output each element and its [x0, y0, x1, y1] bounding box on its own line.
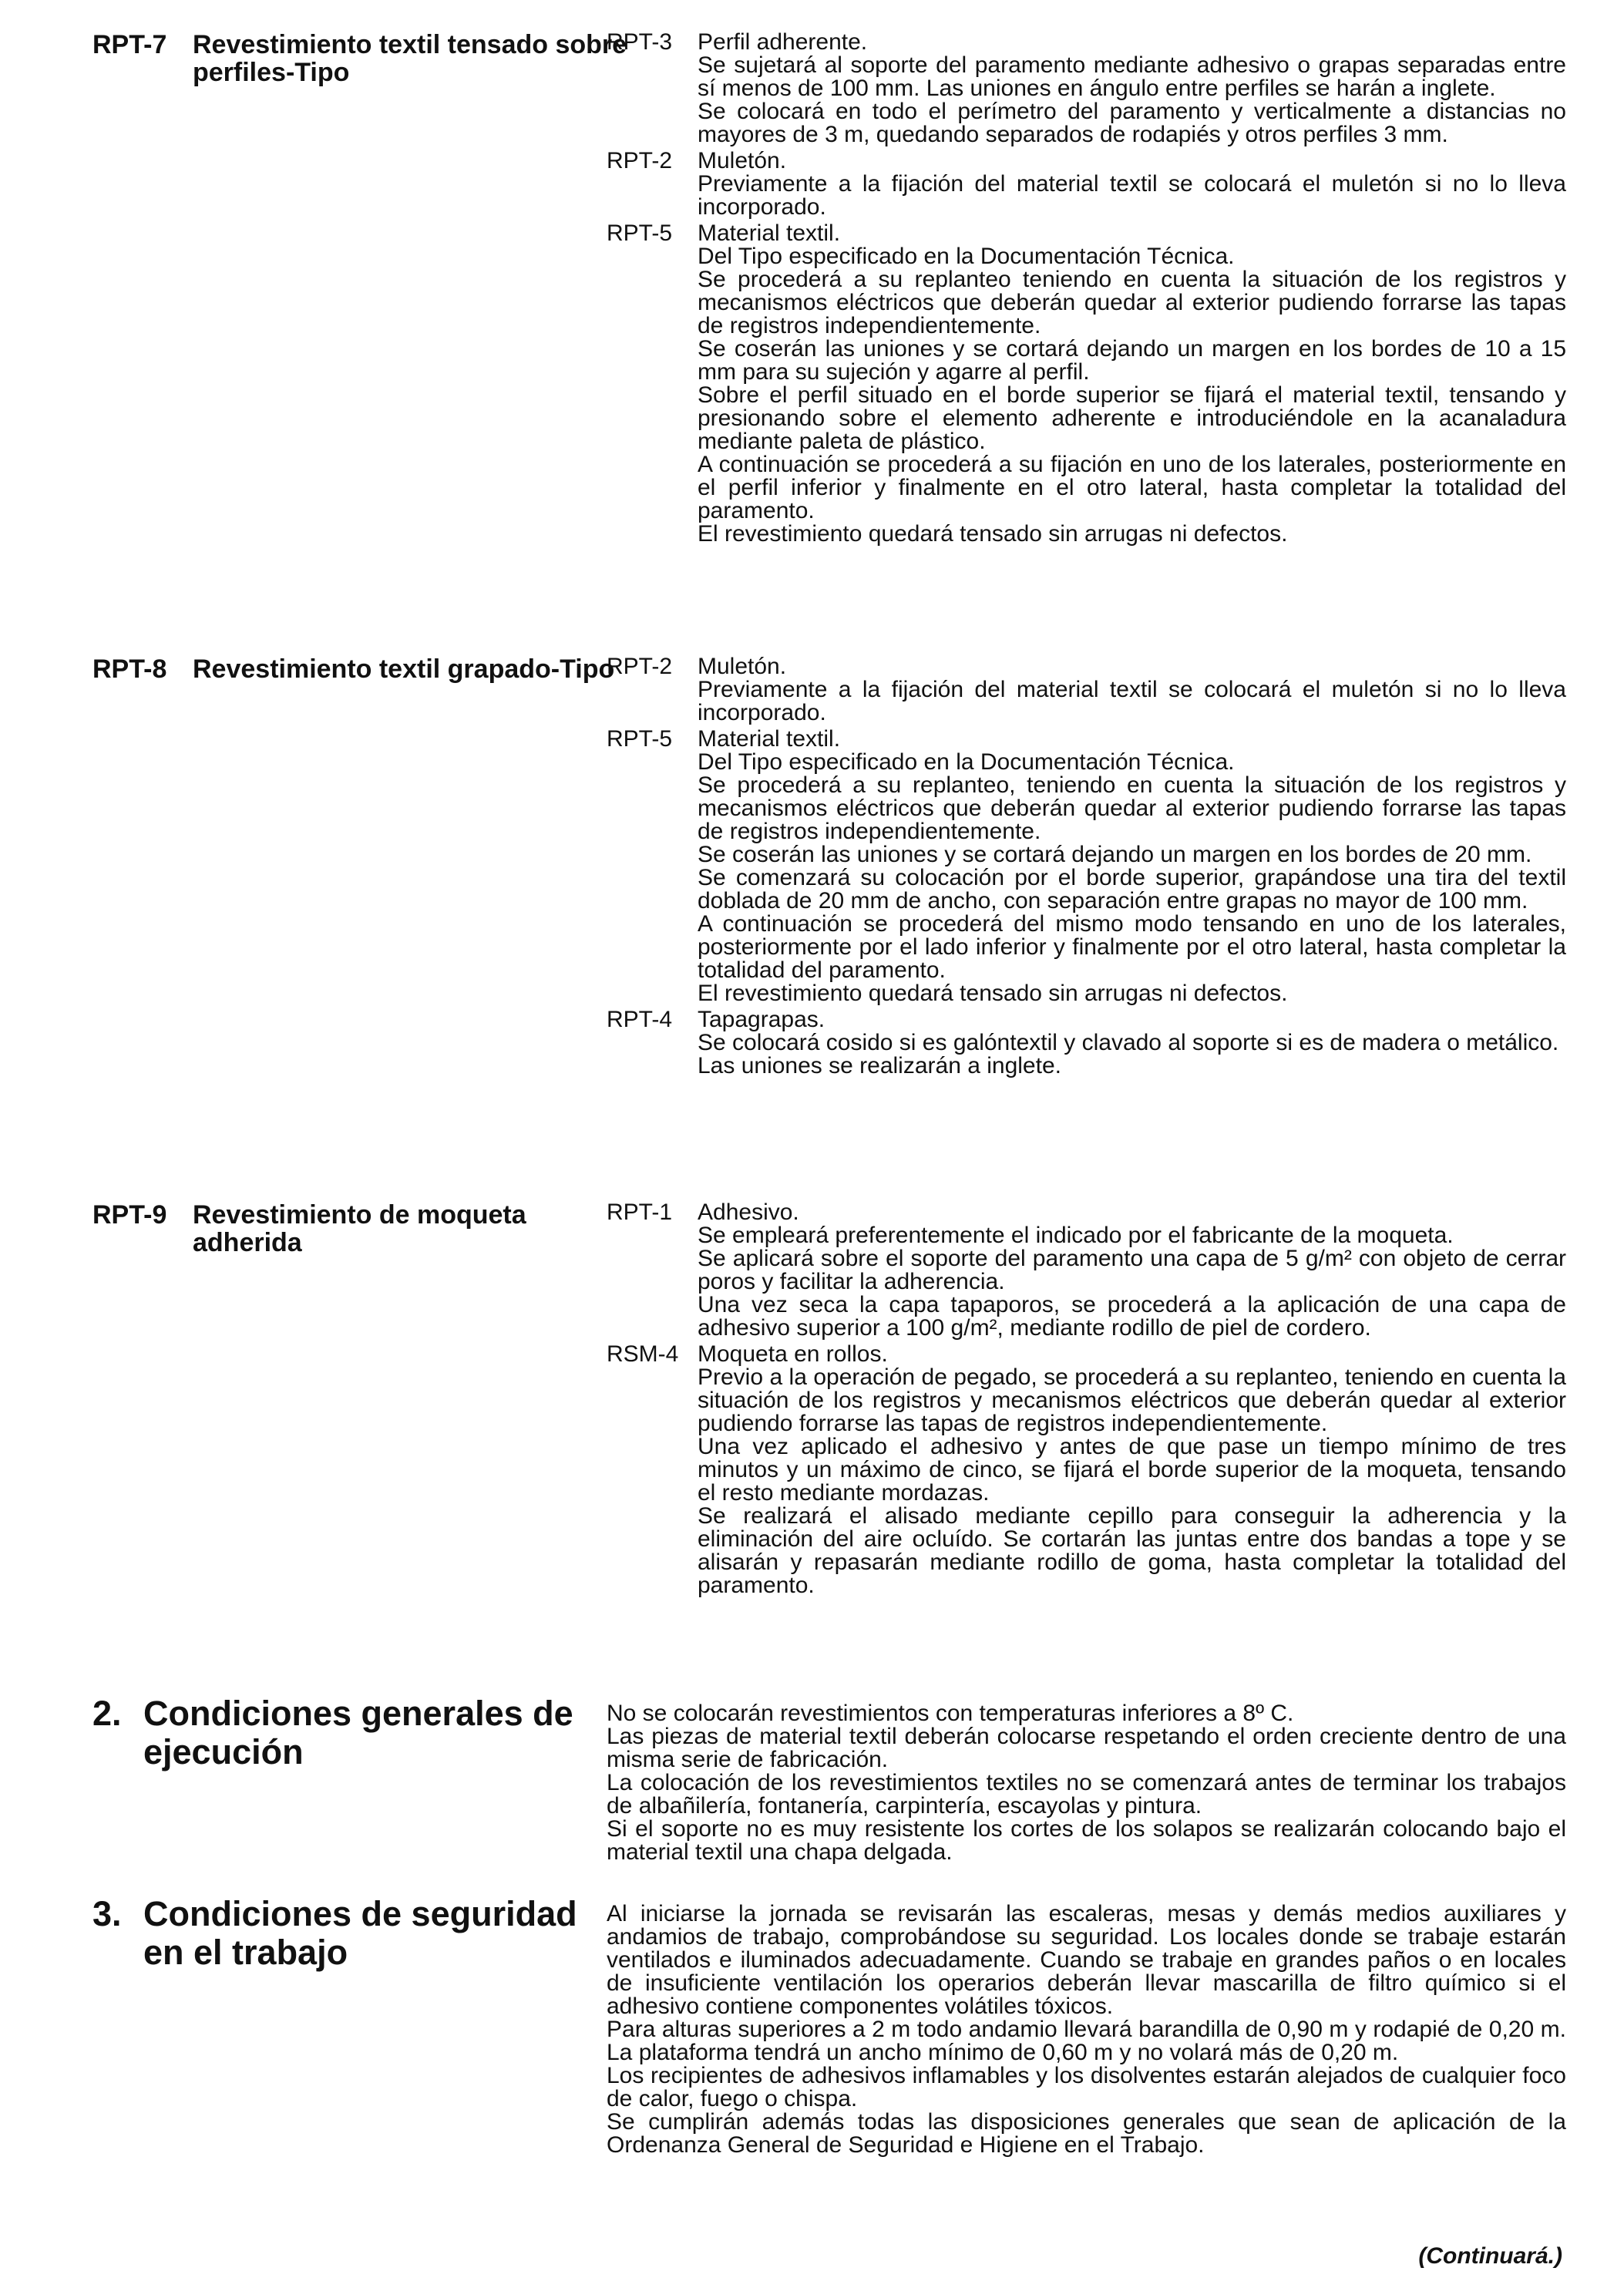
- paragraph: A continuación se procederá del mismo modo tensando en uno de los laterales, posteriormente por el lado inferior y finalmente por el otro lateral, hasta completar la totalidad del paramento.: [698, 911, 1566, 983]
- item-head: Adhesivo.: [698, 1200, 799, 1225]
- paragraph: A continuación se procederá a su fijación en uno de los laterales, posteriormente en el perfil inferior y finalmente en el otro lateral, hasta completar la totalidad del paramento.: [698, 452, 1566, 523]
- paragraph: Del Tipo especificado en la Documentación Técnica.: [698, 749, 1235, 775]
- paragraph: Se coserán las uniones y se cortará dejando un margen en los bordes de 20 mm.: [698, 842, 1532, 867]
- item-code: RPT-1: [607, 1200, 673, 1225]
- item-rpt-5: [607, 222, 1566, 546]
- paragraph: Del Tipo especificado en la Documentación Técnica.: [698, 244, 1235, 269]
- item-code: RPT-5: [607, 726, 673, 752]
- item-head: Material textil.: [698, 726, 841, 752]
- section-title: Revestimiento de moqueta adherida: [193, 1200, 526, 1257]
- paragraph: Previo a la operación de pegado, se procederá a su replanteo, teniendo en cuenta la situación de los registros y mecanismos eléctricos que deberán quedar al exterior pudiendo forrarse las tapas de registros independientemente.: [698, 1364, 1566, 1436]
- item-head: Muletón.: [698, 654, 787, 679]
- item-code: RSM-4: [607, 1341, 679, 1367]
- paragraph: Se colocará cosido si es galóntextil y clavado al soporte si es de madera o metálico.: [698, 1030, 1559, 1055]
- item-body: [698, 1366, 1566, 1597]
- item-head: Muletón.: [698, 148, 787, 173]
- section-title: Revestimiento textil tensado sobre perfiles-Tipo: [193, 30, 627, 87]
- chapter-body: [607, 1702, 1566, 1864]
- paragraph: Se comenzará su colocación por el borde superior, grapándose una tira del textil doblada de 20 mm de ancho, con separación entre grapas no mayor de 100 mm.: [698, 865, 1566, 914]
- item-head: Tapagrapas.: [698, 1007, 825, 1032]
- item-body: [698, 173, 1566, 219]
- paragraph: Al iniciarse la jornada se revisarán las escaleras, mesas y demás medios auxiliares y andamios de trabajo, comprobándose su seguridad. Los locales donde se trabaje estarán ventilados e iluminados adecuadamente. Cuando se trabaje en grandes paños o en locales de insuficiente ventilación los operarios deberán llevar mascarilla de filtro químico si el adhesivo contiene componentes volátiles tóxicos.: [607, 1901, 1566, 2019]
- section-title: Revestimiento textil grapado-Tipo: [193, 654, 615, 684]
- section-body: [607, 1201, 1566, 1600]
- item-head: Perfil adherente.: [698, 29, 868, 55]
- item-rsm-4: [607, 1343, 1566, 1597]
- item-head: Material textil.: [698, 220, 841, 246]
- paragraph: El revestimiento quedará tensado sin arrugas ni defectos.: [698, 981, 1288, 1006]
- section-code: RPT-9: [92, 1200, 167, 1230]
- section-code: RPT-7: [92, 30, 167, 59]
- chapter-title: Condiciones de seguridad en el trabajo: [143, 1894, 577, 1972]
- item-code: RPT-4: [607, 1007, 673, 1032]
- paragraph: No se colocarán revestimientos con temperaturas inferiores a 8º C.: [607, 1701, 1294, 1726]
- paragraph: Se coserán las uniones y se cortará dejando un margen en los bordes de 10 a 15 mm para su sujeción y agarre al perfil.: [698, 336, 1566, 385]
- paragraph: La colocación de los revestimientos textiles no se comenzará antes de terminar los trabajos de albañilería, fontanería, carpintería, escayolas y pintura.: [607, 1770, 1566, 1819]
- paragraph: Las uniones se realizarán a inglete.: [698, 1053, 1061, 1078]
- item-body: [698, 1224, 1566, 1340]
- item-rpt-2: [607, 150, 1566, 219]
- paragraph: Previamente a la fijación del material textil se colocará el muletón si no lo lleva incorporado.: [698, 171, 1566, 220]
- paragraph: Se aplicará sobre el soporte del paramento una capa de 5 g/m² con objeto de cerrar poros y facilitar la adherencia.: [698, 1246, 1566, 1294]
- section-code: RPT-8: [92, 654, 167, 684]
- paragraph: Las piezas de material textil deberán colocarse respetando el orden creciente dentro de una misma serie de fabricación.: [607, 1724, 1566, 1772]
- chapter-title: Condiciones generales de ejecución: [143, 1694, 573, 1772]
- item-rpt-3: [607, 31, 1566, 146]
- item-code: RPT-5: [607, 220, 673, 246]
- paragraph: Se procederá a su replanteo, teniendo en cuenta la situación de los registros y mecanismos eléctricos que deberán quedar al exterior pudiendo forrarse las tapas de registros independientemente.: [698, 772, 1566, 844]
- paragraph: Una vez aplicado el adhesivo y antes de que pase un tiempo mínimo de tres minutos y un máximo de cinco, se fijará el borde superior de la moqueta, tensando el resto mediante mordazas.: [698, 1434, 1566, 1506]
- paragraph: Se sujetará al soporte del paramento mediante adhesivo o grapas separadas entre sí menos de 100 mm. Las uniones en ángulo entre perfiles se harán a inglete.: [698, 52, 1566, 101]
- item-body: [698, 678, 1566, 725]
- paragraph: Una vez seca la capa tapaporos, se procederá a la aplicación de una capa de adhesivo superior a 100 g/m², mediante rodillo de piel de cordero.: [698, 1292, 1566, 1341]
- chapter-body: [607, 1903, 1566, 2157]
- item-body: [698, 245, 1566, 546]
- paragraph: Se procederá a su replanteo teniendo en cuenta la situación de los registros y mecanismos eléctricos que deberán quedar al exterior pudiendo forrarse las tapas de registros independientemente.: [698, 267, 1566, 338]
- paragraph: Los recipientes de adhesivos inflamables y los disolventes estarán alejados de cualquier foco de calor, fuego o chispa.: [607, 2063, 1566, 2111]
- paragraph: Se realizará el alisado mediante cepillo para conseguir la adherencia y la eliminación del aire ocluído. Se cortarán las juntas entre dos bandas a tope y se alisarán y repasarán mediante rodillo de goma, hasta completar la totalidad del paramento.: [698, 1503, 1566, 1598]
- section-body: [607, 31, 1566, 549]
- chapter-number: 3.: [92, 1894, 122, 1933]
- paragraph: Se empleará preferentemente el indicado por el fabricante de la moqueta.: [698, 1223, 1454, 1248]
- item-body: [698, 1031, 1566, 1078]
- paragraph: Para alturas superiores a 2 m todo andamio llevará barandilla de 0,90 m y rodapié de 0,20 m. La plataforma tendrá un ancho mínimo de 0,60 m y no volará más de 0,20 m.: [607, 2017, 1566, 2065]
- item-body: [698, 54, 1566, 146]
- paragraph: Previamente a la fijación del material textil se colocará el muletón si no lo lleva incorporado.: [698, 677, 1566, 725]
- item-code: RPT-2: [607, 654, 673, 679]
- paragraph: Se colocará en todo el perímetro del paramento y verticalmente a distancias no mayores de 3 m, quedando separados de rodapiés y otros perfiles 3 mm.: [698, 99, 1566, 147]
- item-head: Moqueta en rollos.: [698, 1341, 888, 1367]
- item-rpt-1: [607, 1201, 1566, 1340]
- continued-note: (Continuará.): [1418, 2243, 1562, 2269]
- paragraph: Si el soporte no es muy resistente los cortes de los solapos se realizarán colocando bajo el material textil una chapa delgada.: [607, 1816, 1566, 1865]
- item-code: RPT-2: [607, 148, 673, 173]
- section-body: [607, 655, 1566, 1081]
- item-rpt-2: [607, 655, 1566, 725]
- chapter-number: 2.: [92, 1694, 122, 1733]
- paragraph: Se cumplirán además todas las disposiciones generales que sean de aplicación de la Ordenanza General de Seguridad e Higiene en el Trabajo.: [607, 2109, 1566, 2158]
- item-rpt-4: [607, 1008, 1566, 1078]
- item-rpt-5: [607, 728, 1566, 1005]
- item-code: RPT-3: [607, 29, 673, 55]
- item-body: [698, 751, 1566, 1005]
- paragraph: El revestimiento quedará tensado sin arrugas ni defectos.: [698, 521, 1288, 547]
- paragraph: Sobre el perfil situado en el borde superior se fijará el material textil, tensando y presionando sobre el elemento adherente e introduciéndole en la acanaladura mediante paleta de plástico.: [698, 382, 1566, 454]
